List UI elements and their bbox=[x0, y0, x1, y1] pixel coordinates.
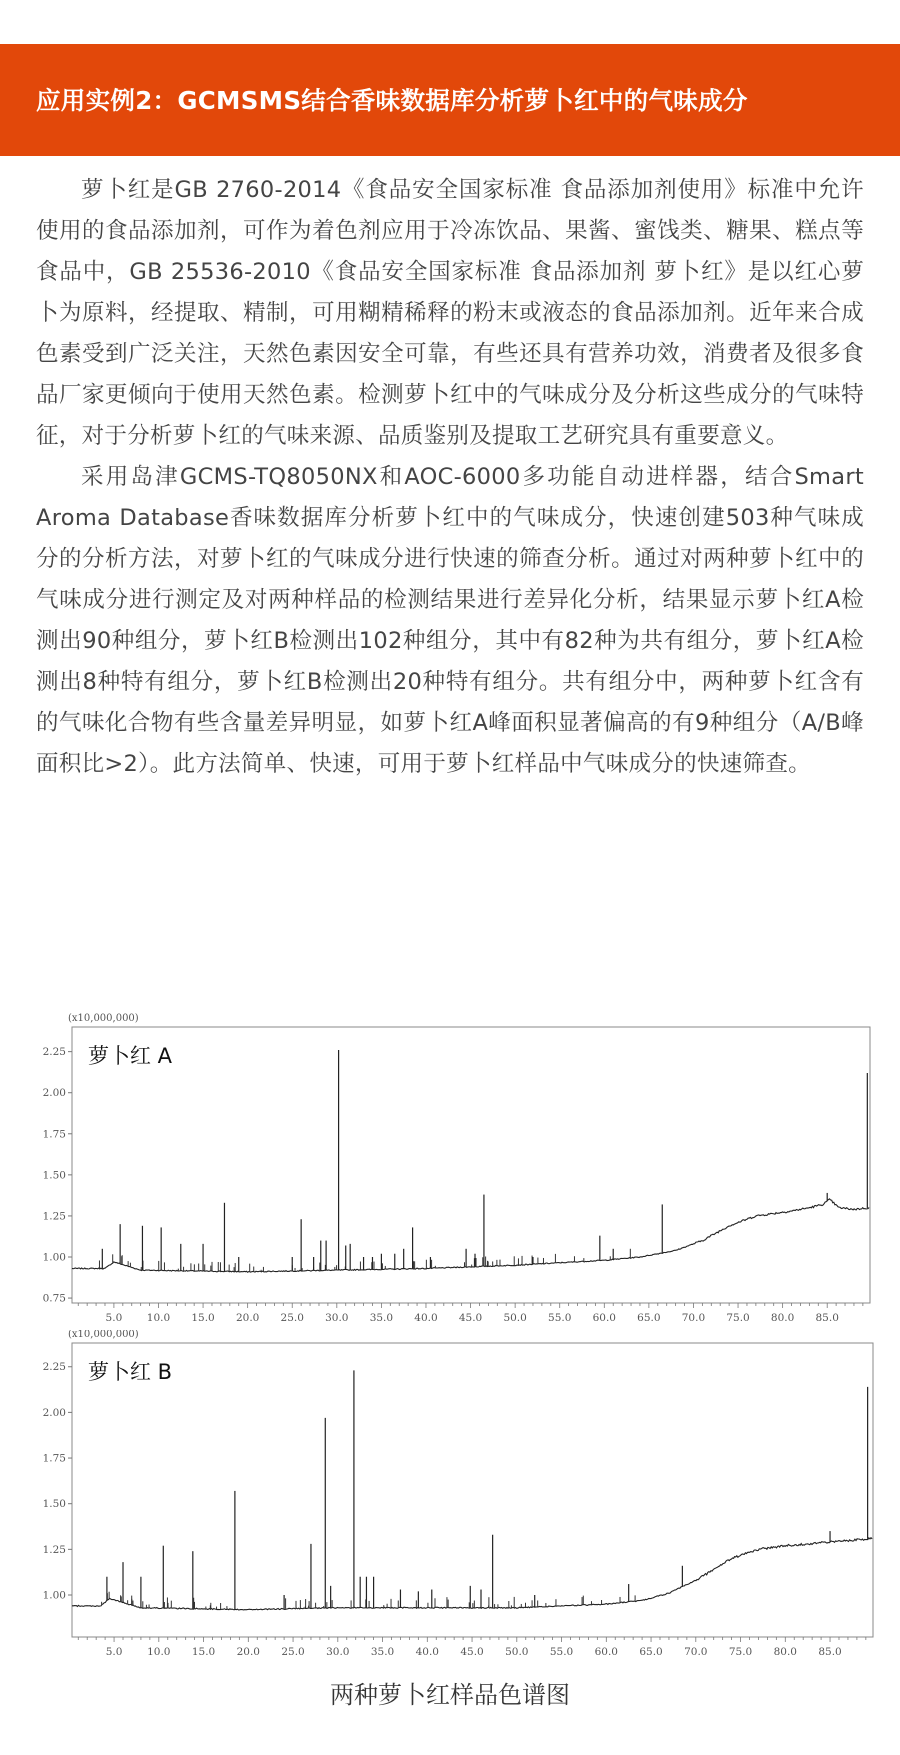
figure-caption: 两种萝卜红样品色谱图 bbox=[330, 1681, 570, 1709]
article-body bbox=[36, 170, 864, 785]
x-tick-label: 70.0 bbox=[681, 1312, 706, 1324]
x-tick-label: 15.0 bbox=[191, 1646, 216, 1658]
y-tick-label: 1.75 bbox=[42, 1128, 66, 1141]
x-tick-label: 45.0 bbox=[460, 1646, 484, 1658]
chromatogram-a bbox=[0, 1005, 900, 1325]
y-tick-label: 1.50 bbox=[42, 1498, 66, 1511]
y-tick-label: 1.25 bbox=[42, 1210, 66, 1223]
plot-frame bbox=[72, 1027, 870, 1303]
x-tick-label: 50.0 bbox=[505, 1646, 529, 1658]
x-tick-label: 5.0 bbox=[105, 1312, 123, 1324]
section-title: 应用实例2：GCMSMS结合香味数据库分析萝卜红中的气味成分 bbox=[36, 86, 748, 115]
y-tick-label: 2.00 bbox=[42, 1406, 66, 1419]
plot-frame bbox=[72, 1343, 873, 1637]
x-tick-label: 20.0 bbox=[235, 1312, 260, 1324]
x-tick-label: 70.0 bbox=[684, 1646, 708, 1658]
section-header bbox=[0, 44, 900, 156]
y-tick-label: 1.00 bbox=[42, 1589, 66, 1602]
x-tick-label: 30.0 bbox=[326, 1646, 350, 1658]
x-tick-label: 55.0 bbox=[548, 1312, 572, 1324]
y-tick-label: 0.75 bbox=[42, 1292, 66, 1305]
chart-title: 萝卜红 B bbox=[88, 1360, 173, 1384]
x-tick-label: 20.0 bbox=[236, 1646, 261, 1658]
method-paragraph: 采用岛津GCMS-TQ8050NX和AOC-6000多功能自动进样器，结合Smart Aroma Database香味数据库分析萝卜红中的气味成分，快速创建503种气味成分的分析方法，对萝卜红的气味成分进行快速的筛查分析。通过对两种萝卜红中的气味成分进行测定及对两种样品的检测结果进行差异化分析，结果显示萝卜红A检测出90种组分，萝卜红B检测出102种组分，其中有82种为共有组分，萝卜红A检测出8种特有组分，萝卜红B检测出20种特有组分。共有组分中，两种萝卜红含有的气味化合物有些含量差异明显，如萝卜红A峰面积显著偏高的有9种组分（A/B峰面积比>2）。此方法简单、快速，可用于萝卜红样品中气味成分的快速筛查。 bbox=[36, 464, 864, 777]
intro-paragraph: 萝卜红是GB 2760-2014《食品安全国家标准 食品添加剂使用》标准中允许使用的食品添加剂，可作为着色剂应用于冷冻饮品、果酱、蜜饯类、糖果、糕点等食品中，GB 25536-2010《食品安全国家标准 食品添加剂 萝卜红》是以红心萝卜为原料，经提取、精制，可用糊精稀释的粉末或液态的食品添加剂。近年来合成色素受到广泛关注，天然色素因安全可靠，有些还具有营养功效，消费者及很多食品厂家更倾向于使用天然色素。检测萝卜红中的气味成分及分析这些成分的气味特征，对于分析萝卜红的气味来源、品质鉴别及提取工艺研究具有重要意义。 bbox=[36, 177, 864, 449]
x-tick-label: 10.0 bbox=[147, 1646, 171, 1658]
y-tick-label: 2.00 bbox=[42, 1087, 66, 1100]
x-tick-label: 15.0 bbox=[191, 1312, 215, 1324]
chart-title: 萝卜红 A bbox=[88, 1044, 173, 1068]
x-tick-label: 85.0 bbox=[815, 1312, 839, 1324]
y-tick-label: 1.50 bbox=[42, 1169, 66, 1182]
x-tick-label: 25.0 bbox=[280, 1312, 304, 1324]
y-tick-label: 2.25 bbox=[42, 1361, 66, 1374]
x-tick-label: 5.0 bbox=[105, 1646, 123, 1658]
x-tick-label: 40.0 bbox=[414, 1312, 438, 1324]
x-tick-label: 50.0 bbox=[503, 1312, 527, 1324]
y-tick-label: 1.00 bbox=[42, 1251, 66, 1264]
x-tick-label: 10.0 bbox=[146, 1312, 171, 1324]
baseline-trace bbox=[72, 1199, 869, 1272]
y-tick-label: 1.25 bbox=[42, 1543, 66, 1556]
x-tick-label: 65.0 bbox=[639, 1646, 663, 1658]
x-tick-label: 65.0 bbox=[637, 1312, 661, 1324]
x-tick-label: 55.0 bbox=[549, 1646, 574, 1658]
y-tick-label: 1.75 bbox=[42, 1452, 66, 1465]
x-tick-label: 80.0 bbox=[773, 1646, 797, 1658]
x-tick-label: 60.0 bbox=[594, 1646, 618, 1658]
x-tick-label: 80.0 bbox=[770, 1312, 795, 1324]
x-tick-label: 85.0 bbox=[818, 1646, 842, 1658]
x-tick-label: 60.0 bbox=[592, 1312, 616, 1324]
x-tick-label: 30.0 bbox=[325, 1312, 349, 1324]
x-tick-label: 45.0 bbox=[458, 1312, 483, 1324]
y-tick-label: 2.25 bbox=[42, 1046, 66, 1059]
x-tick-label: 75.0 bbox=[726, 1312, 750, 1324]
x-tick-label: 75.0 bbox=[728, 1646, 753, 1658]
x-tick-label: 40.0 bbox=[415, 1646, 439, 1658]
y-scale-label: (x10,000,000) bbox=[68, 1013, 139, 1024]
baseline-trace bbox=[72, 1538, 872, 1610]
x-tick-label: 35.0 bbox=[370, 1646, 395, 1658]
x-tick-label: 35.0 bbox=[369, 1312, 394, 1324]
x-tick-label: 25.0 bbox=[281, 1646, 305, 1658]
chromatogram-b bbox=[0, 1330, 900, 1660]
y-scale-label: (x10,000,000) bbox=[68, 1330, 139, 1340]
